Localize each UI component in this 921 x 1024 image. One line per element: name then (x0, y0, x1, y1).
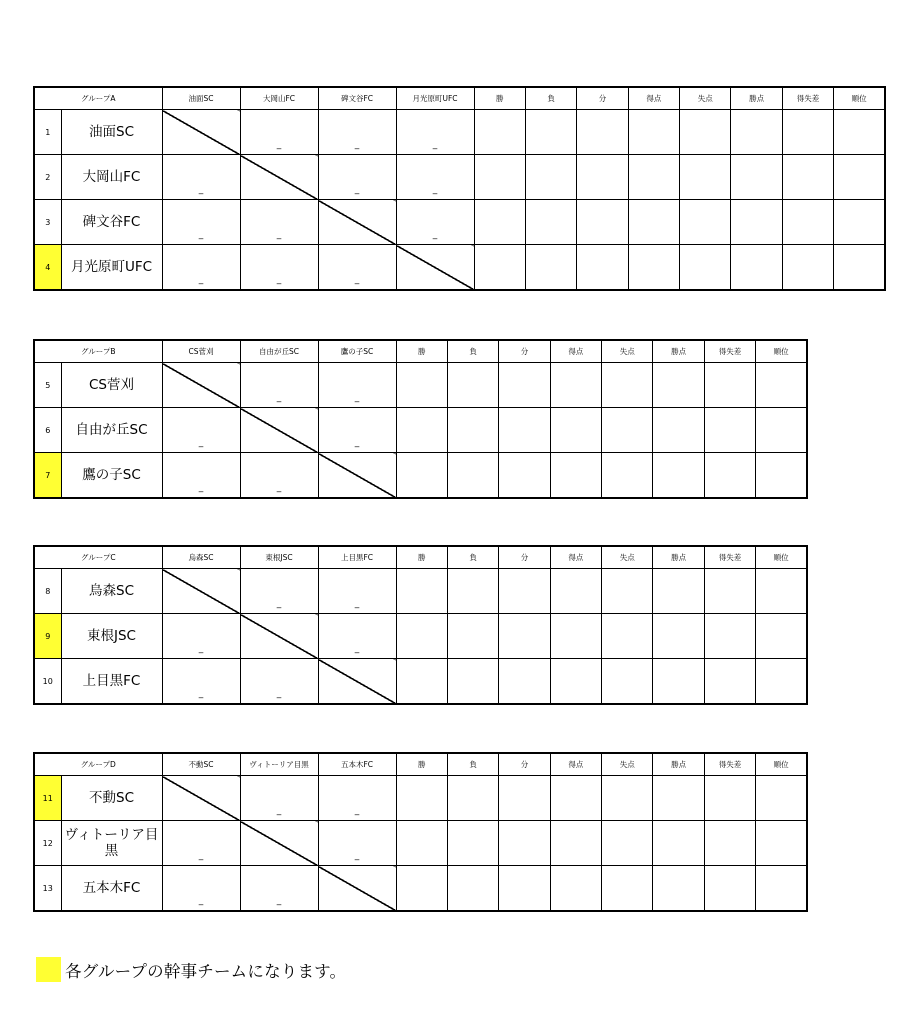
stat-cell (834, 245, 885, 291)
opponent-header: ヴィトーリア目黒 (240, 753, 318, 776)
score-placeholder: _ (354, 275, 360, 285)
score-cell (240, 776, 318, 821)
group-table-3 (33, 545, 808, 705)
header-row (34, 546, 807, 569)
team-name: 油面SC (61, 110, 162, 155)
score-placeholder: _ (432, 185, 438, 195)
stat-cell (628, 245, 679, 291)
stat-cell (577, 245, 628, 291)
stat-header: 負 (447, 340, 498, 363)
score-placeholder: _ (354, 140, 360, 150)
stat-header: 失点 (602, 753, 653, 776)
stat-header: 負 (525, 87, 576, 110)
opponent-header: 東根JSC (240, 546, 318, 569)
stat-cell (474, 245, 525, 291)
stat-cell (704, 453, 755, 499)
team-number: 8 (34, 569, 61, 614)
score-cell (240, 245, 318, 291)
score-cell (318, 363, 396, 408)
stat-cell (396, 776, 447, 821)
stat-header: 順位 (756, 546, 807, 569)
stat-header: 得点 (550, 753, 601, 776)
stat-cell (396, 363, 447, 408)
opponent-header: 自由が丘SC (240, 340, 318, 363)
team-number: 11 (34, 776, 61, 821)
stat-cell (834, 110, 885, 155)
team-number: 1 (34, 110, 61, 155)
team-row (34, 200, 885, 245)
group-label: グループC (34, 546, 162, 569)
score-placeholder: _ (432, 230, 438, 240)
team-row (34, 659, 807, 705)
score-cell (162, 866, 240, 912)
score-placeholder: _ (354, 393, 360, 403)
group-label: グループA (34, 87, 162, 110)
stat-cell (550, 614, 601, 659)
team-row (34, 776, 807, 821)
group-label: グループD (34, 753, 162, 776)
stat-cell (396, 569, 447, 614)
stat-cell (447, 776, 498, 821)
team-number: 3 (34, 200, 61, 245)
stat-header: 順位 (834, 87, 885, 110)
group-label: グループB (34, 340, 162, 363)
self-match-cell (162, 569, 240, 614)
stat-cell (602, 821, 653, 866)
score-cell (318, 614, 396, 659)
stat-cell (602, 569, 653, 614)
score-cell (162, 614, 240, 659)
score-cell (162, 200, 240, 245)
team-name: 月光原町UFC (61, 245, 162, 291)
score-cell (318, 110, 396, 155)
stat-cell (704, 569, 755, 614)
team-name: 碑文谷FC (61, 200, 162, 245)
stat-cell (602, 363, 653, 408)
stat-cell (396, 408, 447, 453)
stat-header: 失点 (602, 340, 653, 363)
stat-cell (628, 155, 679, 200)
stat-header: 得失差 (782, 87, 833, 110)
stat-cell (653, 614, 704, 659)
stat-cell (756, 569, 807, 614)
stat-cell (447, 866, 498, 912)
stat-header: 分 (577, 87, 628, 110)
stat-cell (525, 200, 576, 245)
stat-cell (653, 408, 704, 453)
stat-cell (704, 614, 755, 659)
self-match-cell (396, 245, 474, 291)
stat-cell (704, 363, 755, 408)
score-cell (162, 155, 240, 200)
score-cell (162, 821, 240, 866)
stat-cell (782, 245, 833, 291)
score-cell (318, 408, 396, 453)
stat-cell (499, 866, 550, 912)
stat-cell (602, 659, 653, 705)
team-number: 4 (34, 245, 61, 291)
team-number: 2 (34, 155, 61, 200)
score-placeholder: _ (276, 483, 282, 493)
stat-header: 得点 (550, 546, 601, 569)
opponent-header: 五本木FC (318, 753, 396, 776)
opponent-header: 月光原町UFC (396, 87, 474, 110)
stat-cell (447, 453, 498, 499)
self-match-cell (318, 200, 396, 245)
stat-cell (499, 453, 550, 499)
team-name: 東根JSC (61, 614, 162, 659)
team-row (34, 614, 807, 659)
team-name: CS菅刈 (61, 363, 162, 408)
stat-cell (525, 155, 576, 200)
stat-cell (756, 408, 807, 453)
team-name: 五本木FC (61, 866, 162, 912)
group-table-4 (33, 752, 808, 912)
stat-header: 勝点 (653, 340, 704, 363)
team-row (34, 155, 885, 200)
stat-cell (704, 866, 755, 912)
stat-cell (834, 155, 885, 200)
stat-header: 分 (499, 340, 550, 363)
stat-cell (499, 363, 550, 408)
team-row (34, 569, 807, 614)
stat-cell (550, 569, 601, 614)
stat-header: 順位 (756, 753, 807, 776)
stat-header: 勝点 (653, 546, 704, 569)
score-placeholder: _ (276, 689, 282, 699)
stat-cell (474, 110, 525, 155)
stat-cell (653, 569, 704, 614)
score-placeholder: _ (276, 230, 282, 240)
team-number: 13 (34, 866, 61, 912)
stat-cell (602, 776, 653, 821)
self-match-cell (162, 776, 240, 821)
score-placeholder: _ (198, 896, 204, 906)
stat-cell (550, 821, 601, 866)
stat-cell (396, 821, 447, 866)
stat-cell (628, 200, 679, 245)
team-row (34, 453, 807, 499)
header-row (34, 340, 807, 363)
stat-header: 分 (499, 753, 550, 776)
team-name: 鷹の子SC (61, 453, 162, 499)
score-placeholder: _ (198, 438, 204, 448)
team-number: 12 (34, 821, 61, 866)
stat-cell (499, 408, 550, 453)
self-match-cell (240, 155, 318, 200)
stat-cell (550, 453, 601, 499)
score-placeholder: _ (354, 851, 360, 861)
stat-cell (396, 453, 447, 499)
opponent-header: 烏森SC (162, 546, 240, 569)
stat-cell (447, 569, 498, 614)
stat-cell (499, 821, 550, 866)
stat-cell (577, 155, 628, 200)
score-cell (240, 659, 318, 705)
stat-header: 得点 (628, 87, 679, 110)
score-placeholder: _ (198, 275, 204, 285)
score-cell (396, 200, 474, 245)
stat-cell (756, 614, 807, 659)
score-cell (162, 245, 240, 291)
stat-cell (680, 200, 731, 245)
stat-cell (704, 408, 755, 453)
score-placeholder: _ (354, 185, 360, 195)
team-name: 不動SC (61, 776, 162, 821)
team-name: 上目黒FC (61, 659, 162, 705)
score-placeholder: _ (276, 599, 282, 609)
stat-cell (731, 245, 782, 291)
self-match-cell (318, 866, 396, 912)
score-cell (240, 453, 318, 499)
stat-cell (756, 453, 807, 499)
stat-cell (474, 200, 525, 245)
team-row (34, 408, 807, 453)
opponent-header: 上目黒FC (318, 546, 396, 569)
stat-cell (756, 659, 807, 705)
stat-header: 勝 (396, 546, 447, 569)
group-table-1 (33, 86, 886, 291)
stat-cell (680, 245, 731, 291)
stat-cell (653, 453, 704, 499)
stat-cell (577, 200, 628, 245)
score-cell (162, 453, 240, 499)
stat-cell (704, 659, 755, 705)
score-placeholder: _ (276, 806, 282, 816)
score-placeholder: _ (198, 689, 204, 699)
legend-text: 各グループの幹事チームになります。 (65, 961, 347, 981)
opponent-header: 不動SC (162, 753, 240, 776)
header-row (34, 87, 885, 110)
score-placeholder: _ (198, 851, 204, 861)
team-row (34, 821, 807, 866)
team-name: ヴィトーリア目黒 (61, 821, 162, 866)
score-placeholder: _ (198, 185, 204, 195)
score-placeholder: _ (354, 599, 360, 609)
score-placeholder: _ (276, 896, 282, 906)
score-placeholder: _ (198, 644, 204, 654)
score-placeholder: _ (354, 438, 360, 448)
stat-cell (550, 659, 601, 705)
team-name: 烏森SC (61, 569, 162, 614)
opponent-header: 大岡山FC (240, 87, 318, 110)
stat-cell (396, 614, 447, 659)
team-name: 自由が丘SC (61, 408, 162, 453)
stat-cell (653, 363, 704, 408)
score-cell (240, 569, 318, 614)
team-number: 7 (34, 453, 61, 499)
stat-cell (447, 363, 498, 408)
score-cell (162, 659, 240, 705)
stat-cell (499, 776, 550, 821)
score-placeholder: _ (276, 140, 282, 150)
stat-cell (525, 245, 576, 291)
stat-cell (782, 110, 833, 155)
legend (36, 957, 346, 982)
opponent-header: 油面SC (162, 87, 240, 110)
stat-header: 得失差 (704, 753, 755, 776)
team-row (34, 363, 807, 408)
score-placeholder: _ (354, 644, 360, 654)
score-placeholder: _ (276, 275, 282, 285)
stat-header: 順位 (756, 340, 807, 363)
stat-header: 負 (447, 753, 498, 776)
stat-cell (731, 110, 782, 155)
stat-cell (731, 200, 782, 245)
stat-header: 分 (499, 546, 550, 569)
group-table-2 (33, 339, 808, 499)
opponent-header: 鷹の子SC (318, 340, 396, 363)
stat-header: 負 (447, 546, 498, 569)
team-number: 5 (34, 363, 61, 408)
stat-header: 勝 (396, 753, 447, 776)
stat-cell (525, 110, 576, 155)
stat-cell (447, 659, 498, 705)
score-cell (240, 200, 318, 245)
score-cell (396, 110, 474, 155)
self-match-cell (240, 614, 318, 659)
self-match-cell (318, 659, 396, 705)
stat-cell (628, 110, 679, 155)
score-placeholder: _ (354, 806, 360, 816)
team-number: 10 (34, 659, 61, 705)
stat-cell (550, 776, 601, 821)
stat-cell (782, 200, 833, 245)
stat-cell (653, 659, 704, 705)
stat-cell (680, 110, 731, 155)
opponent-header: CS菅刈 (162, 340, 240, 363)
stat-cell (499, 659, 550, 705)
stat-header: 失点 (602, 546, 653, 569)
self-match-cell (162, 363, 240, 408)
score-placeholder: _ (198, 483, 204, 493)
team-row (34, 245, 885, 291)
score-cell (162, 408, 240, 453)
score-cell (318, 776, 396, 821)
self-match-cell (318, 453, 396, 499)
team-name: 大岡山FC (61, 155, 162, 200)
stat-cell (447, 408, 498, 453)
stat-cell (782, 155, 833, 200)
stat-cell (396, 866, 447, 912)
stat-cell (602, 866, 653, 912)
score-placeholder: _ (276, 393, 282, 403)
host-swatch (36, 957, 61, 982)
stat-cell (731, 155, 782, 200)
stat-header: 勝 (396, 340, 447, 363)
self-match-cell (162, 110, 240, 155)
stat-cell (550, 408, 601, 453)
stat-cell (602, 614, 653, 659)
stat-cell (653, 776, 704, 821)
stat-cell (447, 614, 498, 659)
stat-cell (834, 200, 885, 245)
stat-cell (602, 453, 653, 499)
self-match-cell (240, 408, 318, 453)
stat-header: 得失差 (704, 340, 755, 363)
self-match-cell (240, 821, 318, 866)
score-cell (240, 363, 318, 408)
stat-cell (653, 821, 704, 866)
stat-header: 勝点 (653, 753, 704, 776)
stat-header: 得失差 (704, 546, 755, 569)
stat-cell (756, 866, 807, 912)
stat-cell (447, 821, 498, 866)
stat-cell (704, 776, 755, 821)
score-cell (318, 821, 396, 866)
score-cell (396, 155, 474, 200)
stat-cell (499, 569, 550, 614)
stat-header: 失点 (680, 87, 731, 110)
stat-cell (499, 614, 550, 659)
stat-header: 勝点 (731, 87, 782, 110)
header-row (34, 753, 807, 776)
stat-cell (653, 866, 704, 912)
stat-cell (680, 155, 731, 200)
team-number: 9 (34, 614, 61, 659)
opponent-header: 碑文谷FC (318, 87, 396, 110)
score-placeholder: _ (432, 140, 438, 150)
score-cell (318, 245, 396, 291)
score-cell (240, 110, 318, 155)
score-cell (318, 155, 396, 200)
team-row (34, 110, 885, 155)
stat-cell (602, 408, 653, 453)
stat-cell (474, 155, 525, 200)
team-number: 6 (34, 408, 61, 453)
stat-cell (756, 363, 807, 408)
stat-cell (550, 363, 601, 408)
stat-cell (704, 821, 755, 866)
stat-cell (550, 866, 601, 912)
score-placeholder: _ (198, 230, 204, 240)
stat-header: 得点 (550, 340, 601, 363)
team-row (34, 866, 807, 912)
score-cell (240, 866, 318, 912)
score-cell (318, 569, 396, 614)
stat-cell (577, 110, 628, 155)
stat-cell (756, 821, 807, 866)
stat-cell (396, 659, 447, 705)
stat-cell (756, 776, 807, 821)
stat-header: 勝 (474, 87, 525, 110)
